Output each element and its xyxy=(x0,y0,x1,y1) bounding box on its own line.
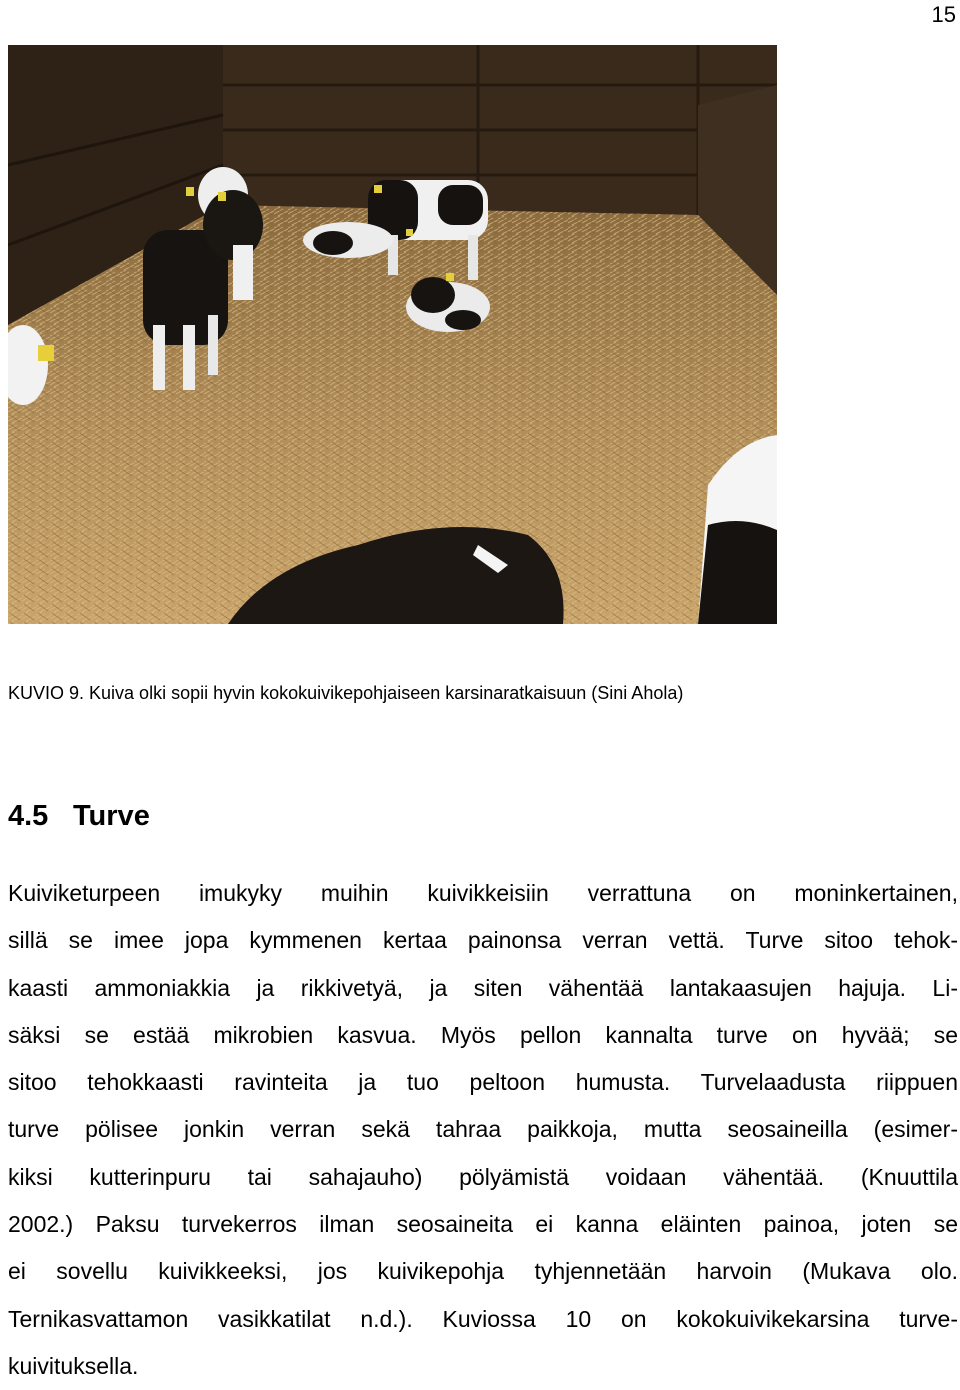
paragraph-line: 2002.) Paksu turvekerros ilman seosaineita ei kanna eläinten painoa, joten se xyxy=(8,1211,958,1238)
figure-photo xyxy=(8,45,777,624)
paragraph-line: ei sovellu kuivikkeeksi, jos kuivikepohja tyhjennetään harvoin (Mukava olo. xyxy=(8,1258,958,1285)
paragraph-line: Ternikasvattamon vasikkatilat n.d.). Kuviossa 10 on kokokuivikekarsina turve- xyxy=(8,1305,958,1332)
section-number: 4.5 xyxy=(8,800,49,832)
paragraph-line: sitoo tehokkaasti ravinteita ja tuo peltoon humusta. Turvelaadusta riippuen xyxy=(8,1069,958,1096)
figure-caption: KUVIO 9. Kuiva olki sopii hyvin kokokuivikepohjaiseen karsinaratkaisuun (Sini Ahola) xyxy=(8,683,684,703)
paragraph-line: kuivituksella. xyxy=(8,1352,139,1379)
section-heading xyxy=(8,800,150,833)
paragraph-line: kiksi kutterinpuru tai sahajauho) pölyämistä voidaan vähentää. (Knuuttila xyxy=(8,1163,958,1190)
page-number: 15 xyxy=(931,2,956,27)
paragraph-line: sillä se imee jopa kymmenen kertaa painonsa verran vettä. Turve sitoo tehok- xyxy=(8,927,958,954)
paragraph-line: Kuiviketurpeen imukyky muihin kuivikkeisiin verrattuna on moninkertainen, xyxy=(8,880,958,906)
section-title: Turve xyxy=(73,800,150,832)
paragraph-line: säksi se estää mikrobien kasvua. Myös pellon kannalta turve on hyvää; se xyxy=(8,1021,958,1048)
section-paragraph xyxy=(8,870,958,1390)
paragraph-line: turve pölisee jonkin verran sekä tahraa paikkoja, mutta seosaineilla (esimer- xyxy=(8,1116,958,1143)
calves-pen-illustration xyxy=(8,45,777,624)
paragraph-line: kaasti ammoniakkia ja rikkivetyä, ja siten vähentää lantakaasujen hajuja. Li- xyxy=(8,974,958,1001)
